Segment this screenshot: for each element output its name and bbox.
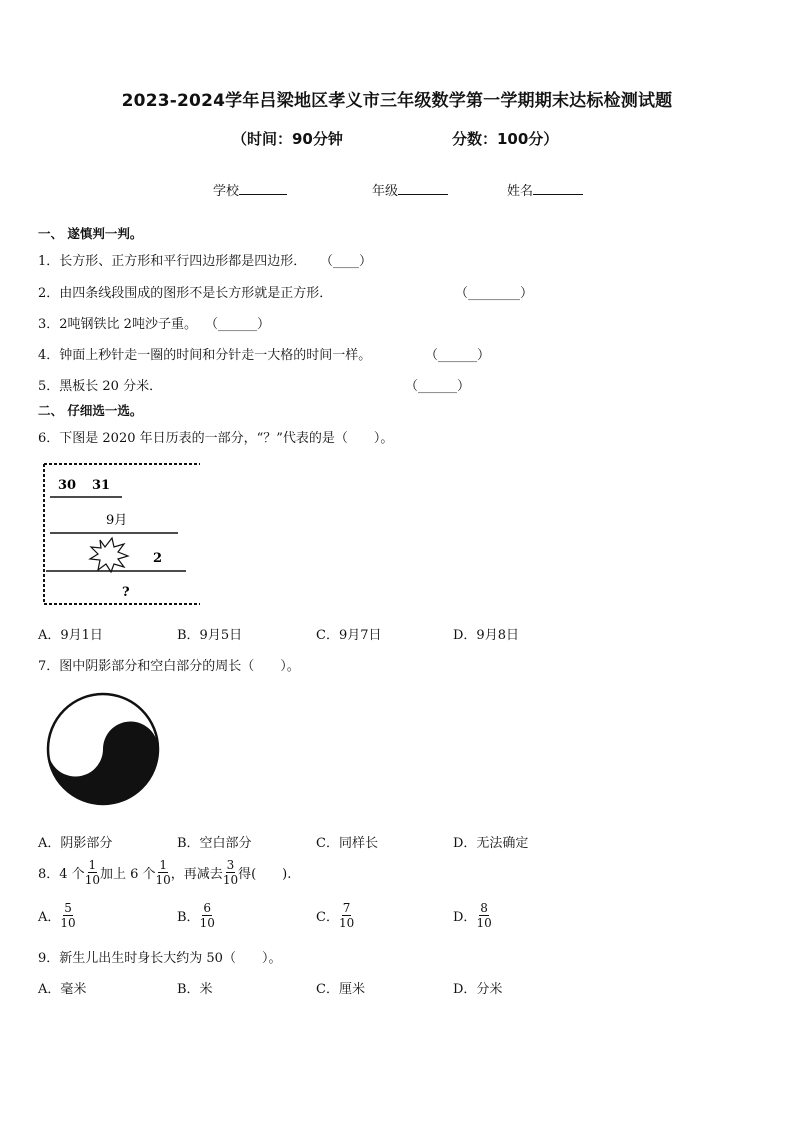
- name-blank[interactable]: [533, 181, 583, 195]
- grade-blank[interactable]: [398, 181, 448, 195]
- q8-option-b-label: B．: [177, 910, 200, 925]
- name-field[interactable]: [507, 180, 583, 199]
- q7-option-c[interactable]: C．同样长: [316, 836, 378, 851]
- q6-option-b[interactable]: B．9月5日: [177, 628, 243, 643]
- calendar-day-30: 30: [58, 478, 77, 493]
- exam-score: 分数：100分）: [452, 130, 559, 148]
- q8-od-num: 8: [480, 901, 488, 915]
- q7-option-d[interactable]: D．无法确定: [453, 836, 529, 851]
- question-1: 1．长方形、正方形和平行四边形都是四边形．: [38, 254, 307, 269]
- q9-option-c[interactable]: C．厘米: [316, 982, 365, 997]
- question-3: 3．2吨钢铁比 2吨沙子重。: [38, 317, 197, 332]
- q8-od-den: 10: [476, 916, 492, 930]
- question-5: 5．黑板长 20 分米．: [38, 379, 163, 394]
- q8-option-d-label: D．: [453, 910, 477, 925]
- section-choose-heading: 二、 仔细选一选。: [38, 403, 143, 418]
- q8-fraction-1: [85, 858, 100, 887]
- q8-ob-num: 6: [203, 901, 212, 915]
- calendar-question-mark: ?: [122, 585, 130, 600]
- yin-yang-figure: [44, 690, 164, 808]
- q8-f3-num: 3: [226, 858, 235, 872]
- question-6: 6．下图是 2020 年日历表的一部分，“？”代表的是（ ）。: [38, 431, 394, 446]
- q8-option-c[interactable]: [316, 901, 354, 930]
- q9-option-a[interactable]: A．毫米: [38, 982, 87, 997]
- q8-oc-den: 10: [338, 916, 355, 930]
- q8-part-3: ，再减去: [170, 867, 223, 882]
- q8-part-1: 8．4 个: [38, 867, 85, 882]
- calendar-month: 9月: [106, 513, 128, 528]
- q8-option-d-fraction: [476, 901, 491, 930]
- question-7: 7．图中阴影部分和空白部分的周长（ ）。: [38, 659, 300, 674]
- answer-blank-2[interactable]: （________）: [455, 286, 534, 301]
- question-4: 4．钟面上秒针走一圈的时间和分针走一大格的时间一样。: [38, 348, 372, 363]
- q8-option-b[interactable]: [177, 901, 215, 930]
- q8-f2-den: 10: [155, 873, 171, 887]
- question-9: 9．新生儿出生时身长大约为 50（ ）。: [38, 951, 282, 966]
- calendar-day-2: 2: [153, 551, 163, 566]
- question-2: 2．由四条线段围成的图形不是长方形就是正方形．: [38, 286, 333, 301]
- school-field[interactable]: [213, 180, 287, 199]
- q8-fraction-2: [156, 858, 171, 887]
- answer-blank-4[interactable]: （______）: [425, 348, 491, 363]
- grade-label: 年级: [372, 184, 399, 199]
- question-8: [38, 858, 291, 887]
- q8-part-2: 加上 6 个: [99, 867, 156, 882]
- q8-ob-den: 10: [199, 916, 215, 930]
- q8-oa-num: 5: [64, 901, 72, 915]
- q8-option-a[interactable]: [38, 901, 76, 930]
- q8-part-4: 得( ).: [238, 867, 292, 882]
- q8-option-a-label: A．: [38, 910, 61, 925]
- exam-time: （时间：90分钟: [232, 130, 343, 148]
- q7-option-a[interactable]: A．阴影部分: [38, 836, 113, 851]
- school-blank[interactable]: [239, 181, 287, 195]
- q8-oc-num: 7: [342, 901, 351, 915]
- q8-option-d[interactable]: [453, 901, 492, 930]
- q8-f1-num: 1: [88, 858, 97, 872]
- q8-f1-den: 10: [84, 873, 100, 887]
- shaded-region: [48, 722, 158, 804]
- q8-option-c-fraction: [339, 901, 354, 930]
- section-judge-heading: 一、 遂慎判一判。: [38, 226, 143, 241]
- name-label: 姓名: [507, 184, 534, 199]
- q9-option-b[interactable]: B．米: [177, 982, 213, 997]
- calendar-figure: [40, 460, 205, 610]
- answer-blank-5[interactable]: （______）: [405, 379, 471, 394]
- q6-option-a[interactable]: A．9月1日: [38, 628, 103, 643]
- calendar-day-31: 31: [92, 478, 111, 493]
- q8-fraction-3: [223, 858, 238, 887]
- q6-option-c[interactable]: C．9月7日: [316, 628, 382, 643]
- school-label: 学校: [213, 184, 240, 199]
- answer-blank-1[interactable]: （____）: [320, 254, 373, 269]
- answer-blank-3[interactable]: （______）: [205, 317, 271, 332]
- q6-option-d[interactable]: D．9月8日: [453, 628, 519, 643]
- page-title: 2023-2024学年吕梁地区孝义市三年级数学第一学期期末达标检测试题: [121, 91, 673, 111]
- q8-oa-den: 10: [60, 916, 76, 930]
- q8-f3-den: 10: [222, 873, 239, 887]
- q9-option-d[interactable]: D．分米: [453, 982, 503, 997]
- q8-f2-num: 1: [159, 858, 167, 872]
- covered-date-burst-icon: [90, 538, 128, 572]
- q8-option-c-label: C．: [316, 910, 339, 925]
- q8-option-a-fraction: [60, 901, 75, 930]
- grade-field[interactable]: [372, 180, 448, 199]
- q8-option-b-fraction: [200, 901, 215, 930]
- q7-option-b[interactable]: B．空白部分: [177, 836, 252, 851]
